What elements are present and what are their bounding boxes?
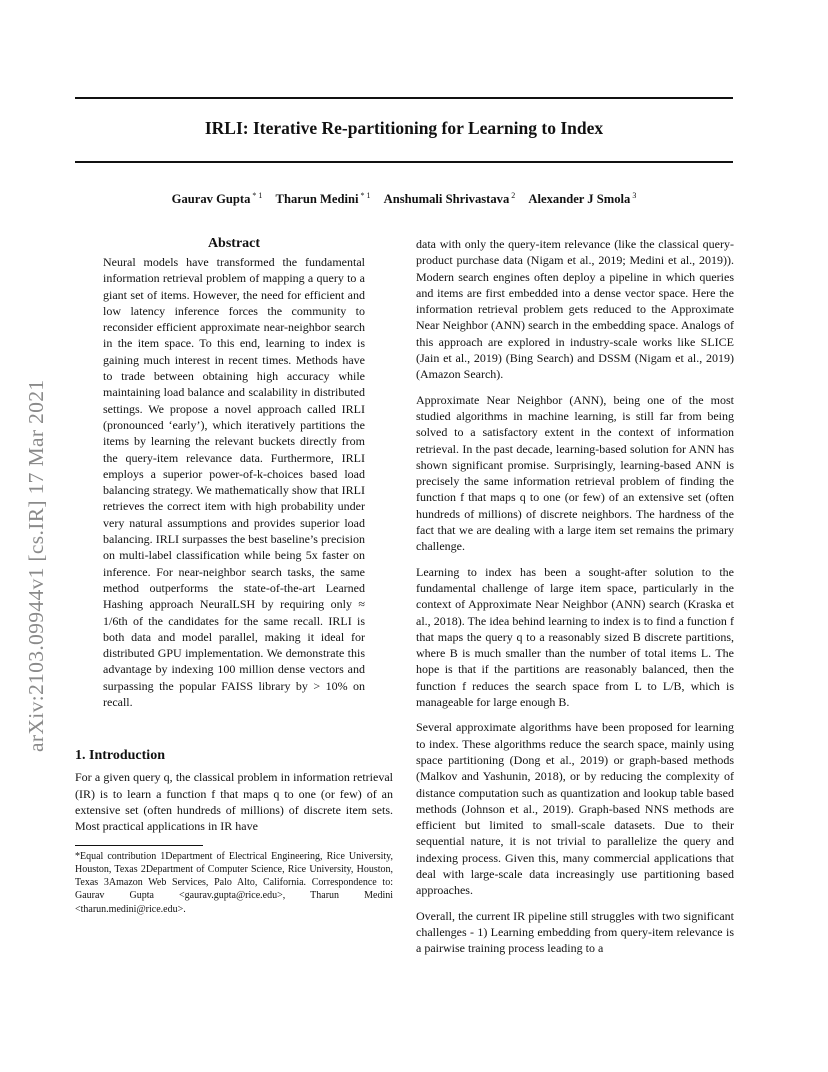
- author-affiliation-mark: * 1: [360, 191, 371, 200]
- title-rule-top: [75, 97, 733, 99]
- introduction-paragraph: For a given query q, the classical problem in information retrieval (IR) is to learn a function f that maps q to one (or few) of an extensive set (often hundreds of millions) of discrete item sets. Most practical applications in IR have: [75, 770, 393, 834]
- author-affiliation-mark: * 1: [252, 191, 263, 200]
- author-4: [528, 192, 636, 206]
- footnote-text: *Equal contribution 1Department of Electrical Engineering, Rice University, Houston, Texas 2Department of Computer Science, Rice University, Houston, Texas 3Amazon Web Services, Palo Alto, California. Correspondence to: Gaurav Gupta <gaurav.gupta@rice.edu>, Tharun Medini <tharun.medini@rice.edu>.: [75, 850, 393, 915]
- arxiv-identifier: arXiv:2103.09944v1 [cs.IR] 17 Mar 2021: [24, 379, 48, 752]
- body-paragraph-5: Overall, the current IR pipeline still struggles with two significant challenges - 1) Learning embedding from query-item relevance is a pairwise training process leading to a: [416, 908, 734, 956]
- title-rule-bottom: [75, 161, 733, 163]
- right-column: [416, 236, 734, 965]
- left-column: [75, 236, 393, 916]
- introduction-heading: 1. Introduction: [75, 748, 165, 764]
- author-name: Gaurav Gupta: [171, 192, 251, 206]
- author-1: [172, 192, 263, 206]
- author-2: [276, 192, 371, 206]
- paper-title: IRLI: Iterative Re-partitioning for Learning to Index: [204, 118, 604, 138]
- abstract-text: Neural models have transformed the fundamental information retrieval problem of mapping a query to a giant set of items. However, the need for efficient and low latency inference forces the community to reconsider efficient approximate near-neighbor search in the item space. To this end, learning to index is gaining much interest in recent times. Methods have to trade between obtaining high accuracy while maintaining load balance and scalability in distributed settings. We propose a novel approach called IRLI (pronounced ‘early’), which iteratively partitions the items by learning the relevant buckets directly from the query-item relevance data. Furthermore, IRLI employs a superior power-of-k-choices based load balancing strategy. We mathematically show that IRLI retrieves the correct item with high probability under very natural assumptions and provides superior load balancing. IRLI surpasses the best baseline’s precision on multi-label classification while being 5x faster on inference. For near-neighbor search tasks, the same method outperforms the state-of-the-art Learned Hashing approach NeuralLSH by requiring only ≈ 1/6th of the candidates for the same recall. IRLI is both data and model parallel, making it ideal for distributed GPU implementation. We demonstrate this advantage by indexing 100 million dense vectors and surpassing the popular FAISS library by > 10% on recall.: [103, 255, 365, 710]
- abstract-heading: Abstract: [207, 236, 261, 251]
- body-paragraph-1: data with only the query-item relevance (like the classical query-product purchase data (Nigam et al., 2019; Medini et al., 2019)). Modern search engines often deploy a pipeline in which queries and items are first embedded into a dense vector space. Here the information retrieval problem gets reduced to the Approximate Near Neighbor (ANN) search in the embedding space. Analogs of this approach are explored in industry-scale works like SLICE (Jain et al., 2019) (Bing Search) and DSSM (Nigam et al., 2019) (Amazon Search).: [416, 237, 734, 382]
- footnote-rule: [75, 845, 203, 846]
- author-3: [384, 192, 516, 206]
- author-list: [75, 191, 733, 207]
- body-paragraph-2: Approximate Near Neighbor (ANN), being one of the most studied algorithms in machine learning, is still far from being solved to a satisfactory extent in the context of information retrieval. In the past decade, learning-based solution for ANN has shown significant promise. Surprisingly, learning-based ANN is precisely the same information retrieval problem of finding the function f that maps q to one (or few) of an extensive set (often hundreds of millions) of discrete neighbors. The hardness of the fact that we are dealing with a large item set remains the primary challenge.: [416, 392, 734, 554]
- body-paragraph-4: Several approximate algorithms have been proposed for learning to index. These algorithms reduce the search space, mainly using space partitioning (Dong et al., 2019) or graph-based methods (Malkov and Yashunin, 2018), or by reducing the complexity of distance computation such as quantization and lookup table based methods (Johnson et al., 2019). Graph-based NNS methods are efficient but limited to small-scale datasets. Due to their sequential nature, it is not trivial to parallelize the query and indexing process. Given this, many commercial applications that deal with large-scale data increasingly use partitioning based approaches.: [416, 720, 734, 898]
- author-name: Anshumali Shrivastava: [383, 192, 510, 206]
- author-name: Tharun Medini: [275, 192, 359, 206]
- body-paragraph-3: Learning to index has been a sought-after solution to the fundamental challenge of large item space, particularly in the context of Approximate Near Neighbor (ANN) search (Kraska et al., 2018). The idea behind learning to index is to find a function f that maps the query q to a reasonably sized B discrete partitions, where B is much smaller than the number of total items L. The hope is that if the partitions are reasonably balanced, then the function f reduces the search space from L to L/B, which is manageable for large enough B.: [416, 564, 734, 710]
- author-name: Alexander J Smola: [528, 192, 631, 206]
- author-affiliation-mark: 3: [632, 191, 637, 200]
- author-affiliation-mark: 2: [511, 191, 516, 200]
